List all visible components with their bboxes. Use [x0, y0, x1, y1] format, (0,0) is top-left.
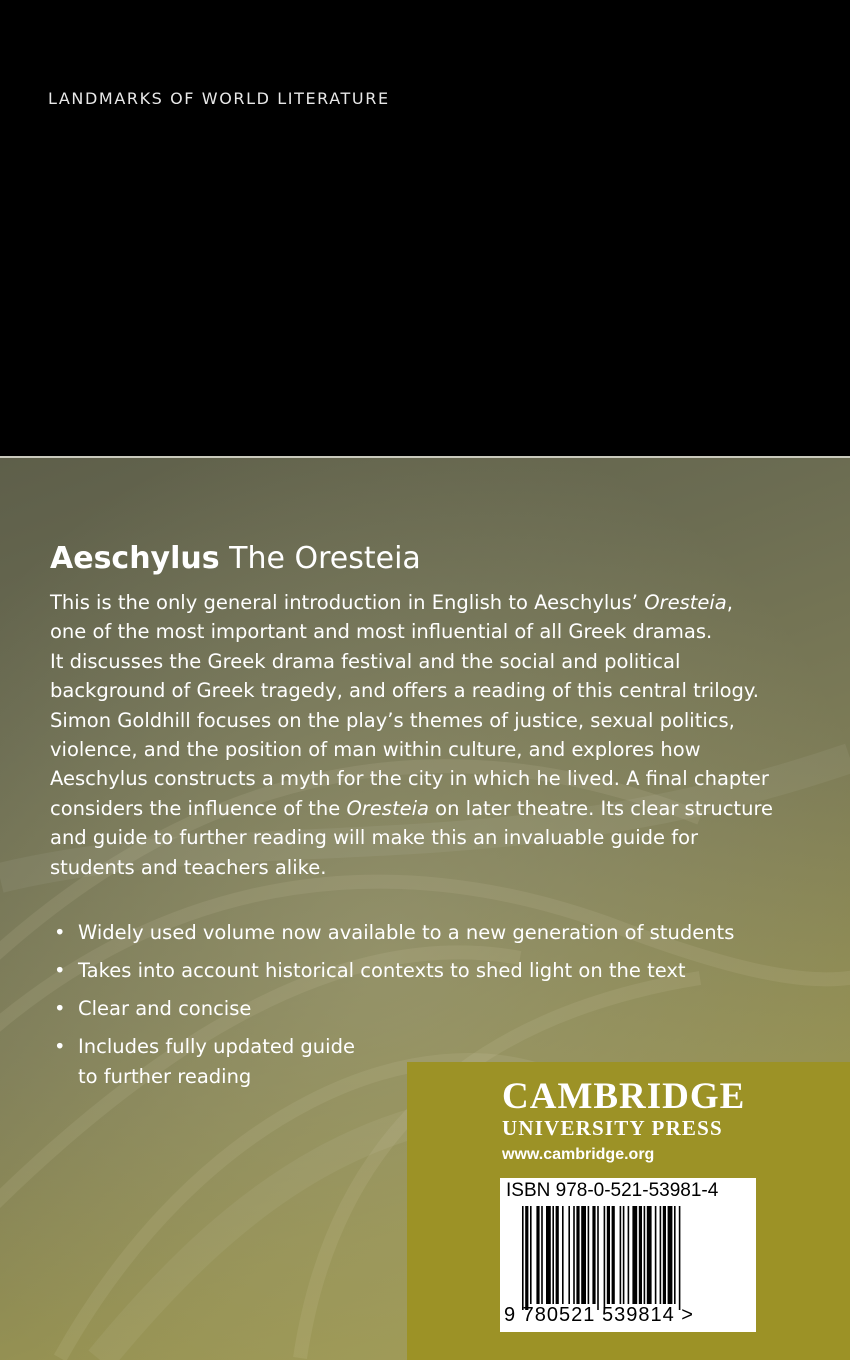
barcode-bar	[647, 1206, 652, 1304]
feature-text: Includes fully updated guide	[78, 1035, 355, 1058]
barcode-bar	[536, 1206, 539, 1304]
description-text: and guide to further reading will make this an invaluable guide for	[50, 826, 699, 850]
book-description	[50, 588, 820, 882]
bullet-icon: •	[54, 997, 66, 1020]
top-band	[0, 0, 850, 456]
barcode-bar	[604, 1206, 606, 1310]
description-text: background of Greek tragedy, and offers a reading of this central trilogy.	[50, 679, 759, 703]
barcode-bar	[576, 1206, 579, 1304]
description-text: It discusses the Greek drama festival and the social and political	[50, 649, 681, 673]
barcode-digits: 9 780521 539814 >	[504, 1304, 694, 1326]
barcode-bar	[663, 1206, 666, 1304]
barcode-bar	[588, 1206, 590, 1304]
feature-item	[50, 918, 770, 948]
barcode-bar	[674, 1206, 676, 1304]
barcode-bar	[525, 1206, 528, 1310]
barcode-bar	[581, 1206, 586, 1304]
feature-text: Clear and concise	[78, 997, 252, 1020]
barcode-bar	[592, 1206, 595, 1304]
barcode-bar	[552, 1206, 554, 1304]
barcode	[500, 1178, 756, 1332]
feature-text: to further reading	[78, 1065, 252, 1088]
feature-item	[50, 956, 770, 986]
back-cover-panel	[0, 458, 850, 1360]
description-italic: Oresteia	[346, 796, 429, 820]
series-title: LANDMARKS OF WORLD LITERATURE	[48, 89, 390, 108]
isbn-label: ISBN 978-0-521-53981-4	[506, 1180, 719, 1201]
bullet-icon: •	[54, 1035, 66, 1058]
description-text: considers the influence of the	[50, 796, 347, 820]
barcode-bar	[639, 1206, 642, 1304]
feature-text: Takes into account historical contexts to shed light on the text	[78, 959, 686, 982]
barcode-bar	[573, 1206, 575, 1304]
bullet-icon: •	[54, 959, 66, 982]
barcode-bar	[541, 1206, 543, 1304]
publisher-logo-subtitle: UNIVERSITY PRESS	[502, 1116, 723, 1140]
barcode-bar	[655, 1206, 657, 1304]
feature-text: Widely used volume now available to a new generation of students	[78, 921, 735, 944]
description-text: students and teachers alike.	[50, 855, 327, 879]
description-italic: Oresteia	[644, 591, 727, 614]
description-text: Simon Goldhill focuses on the play’s themes of justice, sexual politics,	[50, 708, 735, 732]
description-text: ,	[726, 591, 733, 614]
description-text: Aeschylus constructs a myth for the city in which he lived. A final chapter	[50, 767, 769, 791]
description-text: This is the only general introduction in English to Aeschylus’	[50, 591, 645, 614]
publisher-box	[407, 1062, 850, 1360]
barcode-bar	[546, 1206, 551, 1304]
feature-item	[50, 994, 770, 1024]
publisher-logo-name: CAMBRIDGE	[502, 1076, 746, 1117]
barcode-bar	[623, 1206, 625, 1304]
barcode-bar	[562, 1206, 564, 1304]
barcode-bar	[607, 1206, 610, 1304]
publisher-url: www.cambridge.org	[502, 1146, 655, 1163]
barcode-bar	[522, 1206, 524, 1310]
barcode-bar	[530, 1206, 532, 1304]
book-author: Aeschylus	[50, 541, 220, 576]
bullet-icon: •	[54, 921, 66, 944]
book-heading	[50, 539, 421, 579]
barcode-bar	[612, 1206, 615, 1304]
barcode-bar	[660, 1206, 662, 1304]
barcode-bar	[632, 1206, 637, 1304]
barcode-bar	[556, 1206, 559, 1304]
barcode-bar	[568, 1206, 570, 1304]
barcode-bar	[644, 1206, 646, 1304]
description-text: one of the most important and most influential of all Greek dramas.	[50, 620, 713, 644]
barcode-bar	[620, 1206, 622, 1304]
book-title: The Oresteia	[229, 541, 421, 576]
barcode-bar	[597, 1206, 599, 1310]
feature-item	[50, 1032, 378, 1092]
description-text: violence, and the position of man within culture, and explores how	[50, 738, 701, 762]
barcode-bar	[628, 1206, 630, 1304]
barcode-bar	[668, 1206, 673, 1304]
barcode-bar	[679, 1206, 681, 1310]
description-text: on later theatre. Its clear structure	[428, 796, 774, 820]
